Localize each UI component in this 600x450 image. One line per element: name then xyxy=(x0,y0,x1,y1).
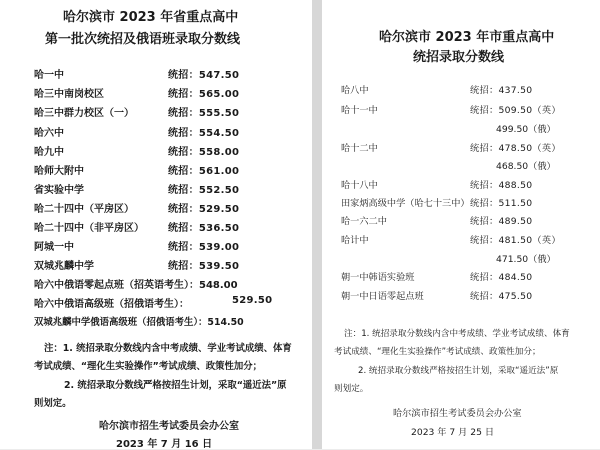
right-school-score: 统招：484.50 xyxy=(470,272,533,283)
right-title-line1: 哈尔滨市 2023 年市重点高中 xyxy=(379,30,555,45)
right-school-name: 田家炳高级中学（哈七十三中） xyxy=(341,198,470,209)
left-note-1a: 注：1. 统招录取分数线内含中考成绩、学业考试成绩、体育 xyxy=(44,343,292,354)
right-school-name: 朝一中日语零起点班 xyxy=(341,291,424,302)
left-school-score: 统招：554.50 xyxy=(168,128,240,139)
right-note-1a: 注：1. 统招录取分数线内含中考成绩、学业考试成绩、体育 xyxy=(344,329,570,339)
left-school-name: 双城兆麟中学俄语高级班（招俄语考生）：514.50 xyxy=(34,317,244,328)
left-school-name: 哈六中 xyxy=(34,128,64,139)
left-school-name: 阿城一中 xyxy=(34,242,74,253)
right-school-score: 统招：437.50 xyxy=(470,85,533,96)
right-school-name: 朝一中韩语实验班 xyxy=(341,272,415,283)
left-school-score: 统招：555.50 xyxy=(168,108,240,119)
left-school-name: 双城兆麟中学 xyxy=(34,261,94,272)
right-note-2b: 则划定。 xyxy=(334,384,369,394)
left-school-name: 哈六中俄语高级班（招俄语考生）： xyxy=(34,299,189,310)
right-school-name: 哈十二中 xyxy=(341,143,378,154)
left-school-score: 统招：536.50 xyxy=(168,223,240,234)
left-school-name: 哈师大附中 xyxy=(34,166,84,177)
left-school-score: 统招：539.50 xyxy=(168,261,240,272)
left-school-name: 哈三中群力校区（一） xyxy=(34,108,134,119)
right-date: 2023 年 7 月 25 日 xyxy=(411,427,495,438)
left-title-line1: 哈尔滨市 2023 年省重点高中 xyxy=(63,10,239,25)
left-note-1b: 考试成绩、“理化生实验操作”考试成绩、政策性加分； xyxy=(34,361,262,372)
left-title-line2: 第一批次统招及俄语班录取分数线 xyxy=(45,32,241,47)
right-school-score: 统招：481.50（英） xyxy=(470,235,561,246)
left-school-score: 统招：558.00 xyxy=(168,147,240,158)
right-school-score-alt: 471.50（俄） xyxy=(496,254,556,265)
left-school-name: 哈一中 xyxy=(34,70,64,81)
left-school-name: 哈二十四中（平房区） xyxy=(34,204,134,215)
right-office: 哈尔滨市招生考试委员会办公室 xyxy=(393,408,522,419)
right-school-name: 哈一六二中 xyxy=(341,216,387,227)
right-school-name: 哈计中 xyxy=(341,235,369,246)
page-gap xyxy=(312,0,322,449)
left-school-score: 统招：547.50 xyxy=(168,70,240,81)
left-date: 2023 年 7 月 16 日 xyxy=(116,439,213,450)
right-note-1b: 考试成绩、“理化生实验操作”考试成绩、政策性加分； xyxy=(334,347,541,357)
right-school-score-alt: 468.50（俄） xyxy=(496,161,556,172)
right-school-score: 统招：475.50 xyxy=(470,291,533,302)
left-office: 哈尔滨市招生考试委员会办公室 xyxy=(99,421,239,432)
right-school-name: 哈八中 xyxy=(341,85,369,96)
left-school-name: 哈九中 xyxy=(34,147,64,158)
right-school-score: 统招：489.50 xyxy=(470,216,533,227)
right-document xyxy=(322,0,600,449)
left-school-score: 统招：539.00 xyxy=(168,242,240,253)
right-school-score: 统招：511.50 xyxy=(470,198,533,209)
right-note-2a: 2. 统招录取分数线严格按招生计划，采取“遥近法”原 xyxy=(358,366,559,376)
right-school-name: 哈十一中 xyxy=(341,105,378,116)
left-school-name: 省实验中学 xyxy=(34,185,84,196)
right-title-line2: 统招录取分数线 xyxy=(413,50,505,65)
left-school-score: 529.50 xyxy=(232,295,273,306)
right-school-score: 统招：488.50 xyxy=(470,180,533,191)
left-school-score: 统招：561.00 xyxy=(168,166,240,177)
left-school-score: 统招：529.50 xyxy=(168,204,240,215)
left-note-2a: 2. 统招录取分数线严格按招生计划，采取“遥近法”原 xyxy=(64,380,287,391)
right-school-name: 哈十八中 xyxy=(341,180,378,191)
left-school-name: 哈二十四中（非平房区） xyxy=(34,223,144,234)
left-school-score: 统招：565.00 xyxy=(168,89,240,100)
right-school-score: 统招：509.50（英） xyxy=(470,105,561,116)
left-school-name: 哈三中南岗校区 xyxy=(34,89,104,100)
right-school-score: 统招：478.50（英） xyxy=(470,143,561,154)
left-note-2b: 则划定。 xyxy=(34,398,72,409)
right-school-score-alt: 499.50（俄） xyxy=(496,124,556,135)
left-school-score: 统招：552.50 xyxy=(168,185,240,196)
left-school-name: 哈六中俄语零起点班（招英语考生）：548.00 xyxy=(34,280,238,291)
